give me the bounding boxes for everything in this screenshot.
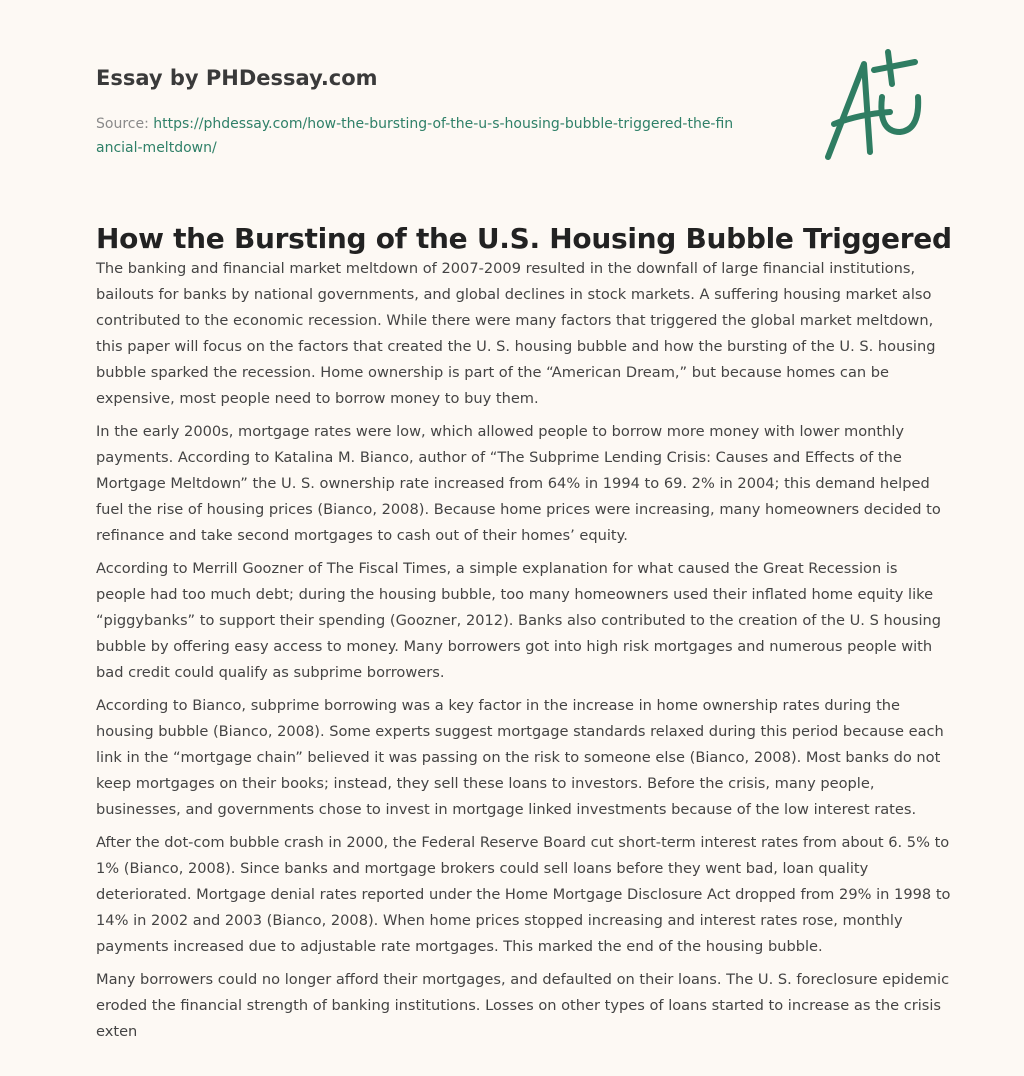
paragraph: After the dot-com bubble crash in 2000, the Federal Reserve Board cut short-term interest rates from about 6. 5% to 1% (Bianco, 2008). Since banks and mortgage brokers could sell loans before they went bad, loan quality deteriorated. Mortgage denial rates reported under the Home Mortgage Disclosure Act dropped from 29% in 1998 to 14% in 2002 and 2003 (Bianco, 2008). When home prices stopped increasing and interest rates rose, monthly payments increased due to adjustable rate mortgages. This marked the end of the housing bubble. bbox=[96, 834, 951, 955]
source-label: Source: bbox=[96, 116, 149, 132]
site-title: Essay by PHDessay.com bbox=[96, 66, 378, 90]
article-body bbox=[96, 256, 951, 1052]
paragraph: According to Bianco, subprime borrowing was a key factor in the increase in home ownership rates during the housing bubble (Bianco, 2008). Some experts suggest mortgage standards relaxed during this period because each link in the “mortgage chain” believed it was passing on the risk to someone else (Bianco, 2008). Most banks do not keep mortgages on their books; instead, they sell these loans to investors. Before the crisis, many people, businesses, and governments chose to invest in mortgage linked investments because of the low interest rates. bbox=[96, 697, 944, 818]
paragraph: The banking and financial market meltdown of 2007-2009 resulted in the downfall of large financial institutions, bailouts for banks by national governments, and global declines in stock markets. A suffering housing market also contributed to the economic recession. While there were many factors that triggered the global market meltdown, this paper will focus on the factors that created the U. S. housing bubble and how the bursting of the U. S. housing bubble sparked the recession. Home ownership is part of the “American Dream,” but because homes can be expensive, most people need to borrow money to buy them. bbox=[96, 260, 936, 407]
page-header bbox=[0, 0, 1024, 200]
source-link[interactable]: https://phdessay.com/how-the-bursting-of-the-u-s-housing-bubble-triggered-the-financial-meltdown/ bbox=[96, 116, 734, 156]
paragraph: In the early 2000s, mortgage rates were low, which allowed people to borrow more money with lower monthly payments. According to Katalina M. Bianco, author of “The Subprime Lending Crisis: Causes and Effects of the Mortgage Meltdown” the U. S. ownership rate increased from 64% in 1994 to 69. 2% in 2004; this demand helped fuel the rise of housing prices (Bianco, 2008). Because home prices were increasing, many homeowners decided to refinance and take second mortgages to cash out of their homes’ equity. bbox=[96, 423, 941, 544]
paragraph: Many borrowers could no longer afford their mortgages, and defaulted on their loans. The U. S. foreclosure epidemic eroded the financial strength of banking institutions. Losses on other types of loans started to increase as the crisis exten bbox=[96, 971, 950, 1040]
paragraph: According to Merrill Goozner of The Fiscal Times, a simple explanation for what caused the Great Recession is people had too much debt; during the housing bubble, too many homeowners used their inflated home equity like “piggybanks” to support their spending (Goozner, 2012). Banks also contributed to the creation of the U. S housing bubble by offering easy access to money. Many borrowers got into high risk mortgages and numerous people with bad credit could qualify as subprime borrowers. bbox=[96, 560, 942, 681]
article-title: How the Bursting of the U.S. Housing Bubble Triggered bbox=[96, 222, 952, 255]
source-line bbox=[96, 112, 736, 160]
a-plus-logo-icon bbox=[820, 42, 930, 164]
